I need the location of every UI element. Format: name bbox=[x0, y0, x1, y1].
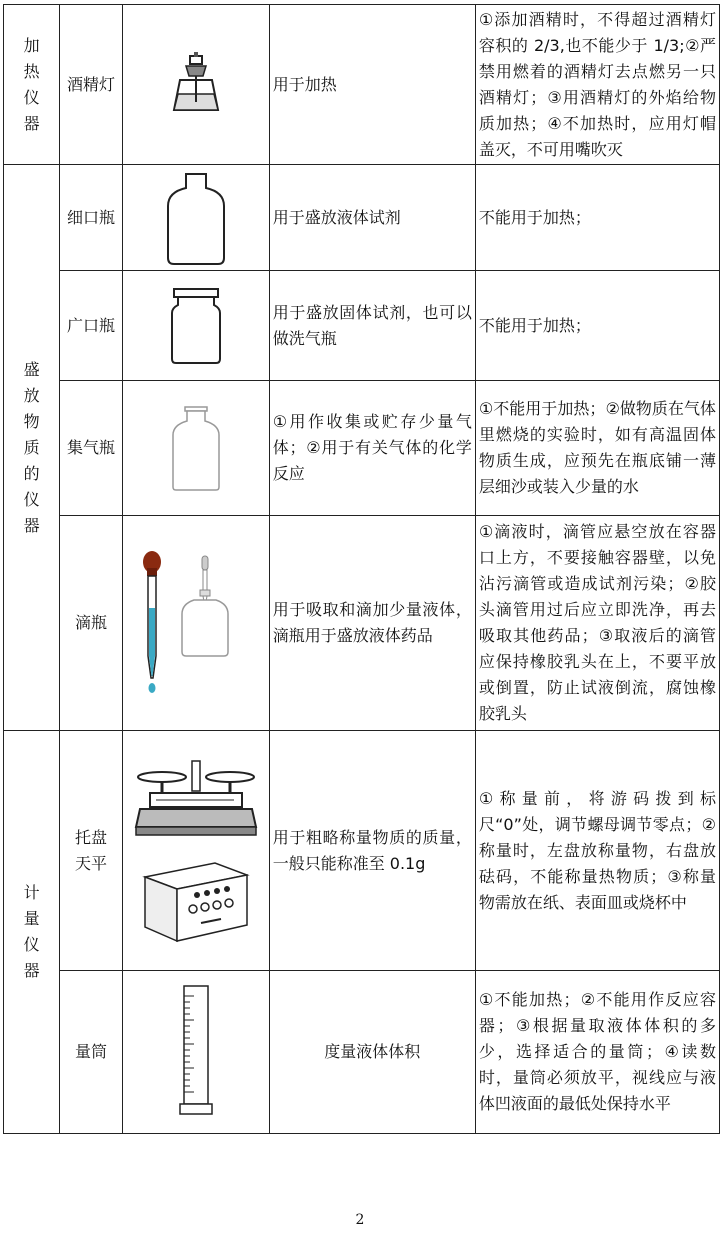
category-cell-storing bbox=[4, 165, 60, 731]
table-row bbox=[4, 971, 720, 1134]
instrument-note: ①添加酒精时，不得超过酒精灯容积的 2/3,也不能少于 1/3;②严禁用燃着的酒精灯去点燃另一只酒精灯；③用酒精灯的外焰给物质加热；④不加热时，应用灯帽盖灭，不可用嘴吹灭 bbox=[475, 5, 719, 165]
table-row bbox=[4, 165, 720, 271]
instrument-use: 度量液体体积 bbox=[269, 971, 475, 1134]
table-row bbox=[4, 271, 720, 381]
instrument-name: 广口瓶 bbox=[60, 271, 123, 381]
alcohol-lamp-icon bbox=[166, 50, 226, 120]
category-cell-heating bbox=[4, 5, 60, 165]
instrument-name: 细口瓶 bbox=[60, 165, 123, 271]
instrument-name: 量筒 bbox=[60, 971, 123, 1134]
instrument-name: 集气瓶 bbox=[60, 381, 123, 516]
page-number: 2 bbox=[355, 1212, 365, 1228]
instrument-note: 不能用于加热； bbox=[475, 271, 719, 381]
gas-bottle-image-cell bbox=[122, 381, 269, 516]
instrument-note: ①不能加热；②不能用作反应容器；③根据量取液体体积的多少，选择适合的量筒；④读数时，量筒必须放平，视线应与液体凹液面的最低处保持水平 bbox=[475, 971, 719, 1134]
category-label-measuring: 计量仪器 bbox=[23, 883, 40, 980]
table-row bbox=[4, 5, 720, 165]
tray-balance-icon bbox=[134, 755, 258, 845]
category-cell-measuring bbox=[4, 731, 60, 1134]
category-label-heating: 加热仪器 bbox=[23, 35, 40, 133]
instrument-use: 用于粗略称量物质的质量，一般只能称准至 0.1g bbox=[269, 731, 475, 971]
table-row bbox=[4, 381, 720, 516]
wide-bottle-image-cell bbox=[122, 271, 269, 381]
narrow-bottle-image-cell bbox=[122, 165, 269, 271]
instrument-use: 用于吸取和滴加少量液体，滴瓶用于盛放液体药品 bbox=[269, 516, 475, 731]
narrow-bottle-icon bbox=[166, 170, 226, 266]
instrument-note: 不能用于加热； bbox=[475, 165, 719, 271]
dropper-image-cell bbox=[122, 516, 269, 731]
wide-bottle-icon bbox=[168, 287, 224, 365]
instrument-note: ①不能用于加热；②做物质在气体里燃烧的实验时，如有高温固体物质生成，应预先在瓶底铺一薄层细沙或装入少量的水 bbox=[475, 381, 719, 516]
instrument-name bbox=[60, 731, 123, 971]
cylinder-image-cell bbox=[122, 971, 269, 1134]
category-label-storing: 盛放物质的仪器 bbox=[23, 359, 40, 535]
instrument-use: 用于盛放固体试剂，也可以做洗气瓶 bbox=[269, 271, 475, 381]
balance-image-cell bbox=[122, 731, 269, 971]
graduated-cylinder-icon bbox=[176, 982, 216, 1122]
dropper-bottle-icon bbox=[128, 548, 264, 698]
instrument-use: 用于盛放液体试剂 bbox=[269, 165, 475, 271]
instrument-note: ①称量前，将游码拨到标尺“0”处，调节螺母调节零点；②称量时，左盘放称量物，右盘放砝码，不能称量热物质；③称量物需放在纸、表面皿或烧杯中 bbox=[475, 731, 719, 971]
instrument-use: 用于加热 bbox=[269, 5, 475, 165]
alcohol-lamp-image-cell bbox=[122, 5, 269, 165]
instrument-use: ①用作收集或贮存少量气体；②用于有关气体的化学反应 bbox=[269, 381, 475, 516]
instrument-name: 酒精灯 bbox=[60, 5, 123, 165]
instrument-note: ①滴液时，滴管应悬空放在容器口上方，不要接触容器壁，以免沾污滴管或造成试剂污染；②胶头滴管用过后应立即洗净，再去吸取其他药品；③取液后的滴管应保持橡胶乳头在上，不要平放或倒置，防止试液倒流，腐蚀橡胶乳头 bbox=[475, 516, 719, 731]
instrument-name-text: 托盘天平 bbox=[75, 827, 108, 873]
apparatus-table bbox=[3, 4, 720, 1134]
table-row bbox=[4, 731, 720, 971]
instrument-name: 滴瓶 bbox=[60, 516, 123, 731]
weights-box-icon bbox=[141, 857, 251, 947]
gas-collecting-bottle-icon bbox=[169, 403, 223, 493]
table-row bbox=[4, 516, 720, 731]
